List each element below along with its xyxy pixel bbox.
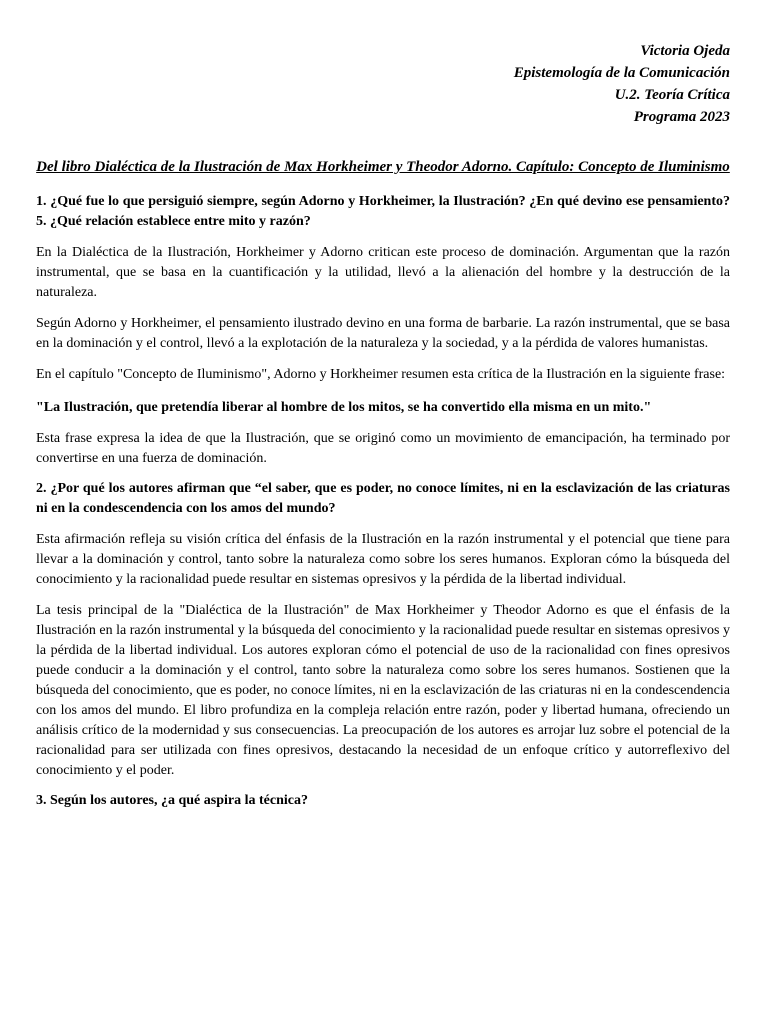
question-3: 3. Según los autores, ¿a qué aspira la técnica? [36, 793, 308, 808]
answer-1-paragraph-4: Esta frase expresa la idea de que la Ilustración, que se originó como un movimiento de emancipación, ha terminado por convertirse en una fuerza de dominación. [36, 431, 730, 466]
document-title: Del libro Dialéctica de la Ilustración de Max Horkheimer y Theodor Adorno. Capítulo: Concepto de Iluminismo [36, 159, 730, 175]
author-name: Victoria Ojeda [640, 43, 730, 59]
answer-1-paragraph-3: En el capítulo "Concepto de Iluminismo", Adorno y Horkheimer resumen esta crítica de la Ilustración en la siguiente frase: [36, 367, 726, 382]
question-2: 2. ¿Por qué los autores afirman que “el saber, que es poder, no conoce límites, ni en la esclavización de las criaturas ni en la condescendencia con los amos del mundo? [36, 481, 730, 516]
question-1: 1. ¿Qué fue lo que persiguió siempre, según Adorno y Horkheimer, la Ilustración? ¿En qué devino ese pensamiento? 5. ¿Qué relación establece entre mito y razón? [36, 194, 730, 229]
answer-2-paragraph-1: Esta afirmación refleja su visión crítica del énfasis de la Ilustración en la razón instrumental y el potencial que tiene para llevar a la dominación y control, tanto sobre la naturaleza como sobre los seres humanos. Exploran cómo la búsqueda del conocimiento y la racionalidad puede resultar en sistemas opresivos y la pérdida de la libertad individual. [36, 532, 730, 587]
document-header [36, 40, 730, 128]
unit-name: U.2. Teoría Crítica [614, 87, 730, 103]
program-year: Programa 2023 [633, 109, 730, 125]
course-name: Epistemología de la Comunicación [513, 65, 730, 81]
answer-1-paragraph-1: En la Dialéctica de la Ilustración, Horkheimer y Adorno critican este proceso de dominación. Argumentan que la razón instrumental, que se basa en la cuantificación y la utilidad, llevó a la alienación del hombre y la destrucción de la naturaleza. [36, 245, 730, 300]
document-page [36, 40, 730, 811]
answer-1-paragraph-2: Según Adorno y Horkheimer, el pensamiento ilustrado devino en una forma de barbarie. La razón instrumental, que se basa en la dominación y el control, llevó a la explotación de la naturaleza y la sociedad, y a la pérdida de valores humanistas. [36, 316, 730, 351]
quote: "La Ilustración, que pretendía liberar al hombre de los mitos, se ha convertido ella misma en un mito." [36, 400, 652, 415]
answer-2-paragraph-2: La tesis principal de la "Dialéctica de la Ilustración" de Max Horkheimer y Theodor Adorno es que el énfasis de la Ilustración en la razón instrumental y la búsqueda del conocimiento y la racionalidad puede resultar en sistemas opresivos y la pérdida de la libertad individual. Los autores exploran cómo el potencial de uso de la racionalidad con fines opresivos puede conducir a la dominación y el control, tanto sobre la naturaleza como sobre los seres humanos. Sostienen que la búsqueda del conocimiento, que es poder, no conoce límites, ni en la esclavización de las criaturas ni en la condescendencia con los amos del mundo. El libro profundiza en la compleja relación entre razón, poder y libertad humana, ofreciendo un análisis crítico de la modernidad y sus consecuencias. La preocupación de los autores es arrojar luz sobre el potencial de la racionalidad para ser utilizada con fines opresivos, destacando la necesidad de un enfoque crítico y autorreflexivo del conocimiento y el poder. [36, 603, 730, 778]
